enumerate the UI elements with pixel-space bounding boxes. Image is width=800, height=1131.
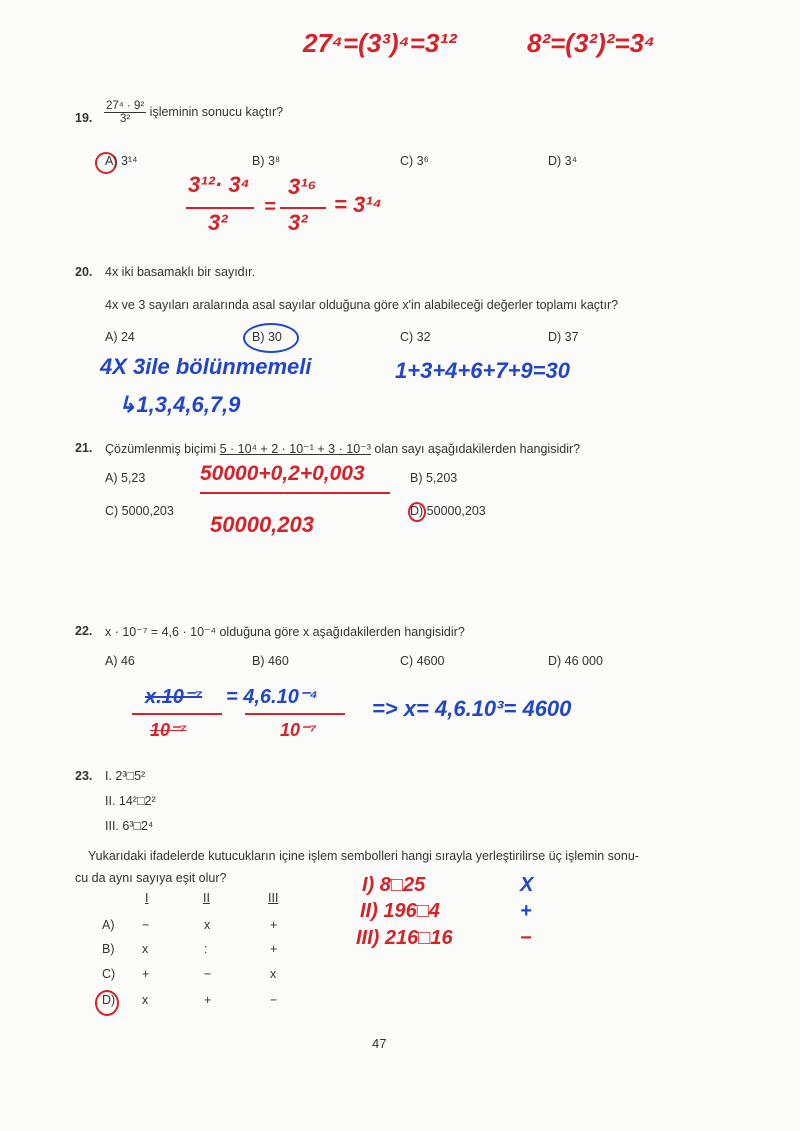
handwritten-eq: =: [264, 196, 276, 218]
handwritten-num-2: = 4,6.10⁻⁴: [226, 686, 318, 708]
handwritten-result: => x= 4,6.10³= 4600: [372, 696, 572, 721]
cell: x: [142, 993, 149, 1007]
handwritten-den-2: 3²: [288, 210, 308, 235]
statement-1: I. 2³□5²: [105, 769, 146, 783]
option-b[interactable]: B) 30: [252, 330, 282, 344]
question-text: işleminin sonucu kaçtır?: [149, 104, 284, 119]
question-number: 19.: [75, 111, 93, 125]
option-b[interactable]: B) 3⁸: [252, 154, 281, 168]
cell: −: [204, 967, 212, 981]
cell: +: [142, 967, 150, 981]
question-number: 21.: [75, 441, 93, 455]
question-text: Yukarıdaki ifadelerde kutucukların içine işlem sembolleri hangi sırayla yerleştirilirse üç işlemin sonu-: [88, 849, 639, 863]
handwritten-expr-1: I) 8□25: [362, 874, 426, 896]
page-number: 47: [372, 1036, 387, 1051]
option-a[interactable]: A) 24: [105, 330, 135, 344]
handwritten-symbol-1: X: [520, 874, 534, 896]
question-19-stem: [104, 100, 283, 125]
handwritten-symbol-3: −: [520, 927, 532, 949]
option-c[interactable]: C) 4600: [400, 654, 445, 668]
denominator: 3²: [119, 113, 131, 125]
handwritten-den-1: 10⁻⁷: [150, 720, 187, 740]
question-text: 4x ve 3 sayıları aralarında asal sayılar olduğuna göre x'in alabileceği değerler toplamı kaçtır?: [105, 298, 619, 312]
annotation-8-power: 8²=(3²)²=3⁴: [527, 28, 656, 58]
option-row-d[interactable]: [102, 993, 278, 1007]
question-text: x · 10⁻⁷ = 4,6 · 10⁻⁴ olduğuna göre x aşağıdakilerden hangisidir?: [105, 625, 465, 639]
column-header-2: II: [203, 891, 210, 905]
cell: −: [270, 993, 278, 1007]
cell: x: [204, 918, 211, 932]
handwritten-note: ↳1,3,4,6,7,9: [118, 392, 241, 417]
handwritten-symbol-2: +: [520, 900, 532, 922]
question-text: cu da aynı sayıya eşit olur?: [75, 871, 227, 885]
handwritten-result: 50000,203: [210, 512, 314, 537]
cell: :: [204, 942, 208, 956]
question-text-after: olan sayı aşağıdakilerden hangisidir?: [374, 442, 581, 456]
handwritten-num-2: 3¹⁶: [288, 174, 317, 199]
cell: +: [270, 918, 278, 932]
option-label: C): [102, 967, 116, 981]
question-number: 22.: [75, 624, 93, 638]
option-b[interactable]: B) 5,203: [410, 471, 458, 485]
statement-2: II. 14²□2²: [105, 794, 156, 808]
option-c[interactable]: C) 5000,203: [105, 504, 174, 518]
handwritten-den-2: 10⁻⁷: [280, 720, 317, 740]
handwritten-sum: 1+3+4+6+7+9=30: [395, 358, 570, 383]
handwritten-num-1: 3¹²· 3⁴: [188, 172, 250, 197]
handwritten-result: = 3¹⁴: [334, 192, 382, 217]
numerator: 27⁴ · 9²: [106, 100, 145, 112]
question-text: 4x iki basamaklı bir sayıdır.: [105, 265, 256, 279]
expanded-form: 5 · 10⁴ + 2 · 10⁻¹ + 3 · 10⁻³: [219, 442, 371, 456]
option-row-c[interactable]: [102, 967, 277, 981]
option-label: D): [102, 993, 116, 1007]
option-row-b[interactable]: [102, 942, 278, 956]
cell: x: [142, 942, 149, 956]
option-d[interactable]: D) 3⁴: [548, 154, 577, 168]
handwritten-note: 4X 3ile bölünmemeli: [100, 354, 312, 379]
fraction: [104, 100, 146, 125]
option-row-a[interactable]: [102, 918, 278, 932]
option-a[interactable]: A) 3¹⁴: [105, 154, 138, 168]
question-number: 23.: [75, 769, 93, 783]
column-header-1: I: [145, 891, 149, 905]
statement-3: III. 6³□2⁴: [105, 819, 154, 833]
option-label: A): [102, 918, 115, 932]
option-c[interactable]: C) 3⁶: [400, 154, 429, 168]
option-d[interactable]: D) 46 000: [548, 654, 603, 668]
question-text-before: Çözümlenmiş biçimi: [105, 442, 217, 456]
option-d[interactable]: D) 50000,203: [410, 504, 486, 518]
question-text: [105, 441, 580, 456]
cell: +: [204, 993, 212, 1007]
option-label: B): [102, 942, 115, 956]
handwritten-den-1: 3²: [208, 210, 228, 235]
cell: −: [142, 918, 150, 932]
option-c[interactable]: C) 32: [400, 330, 431, 344]
annotation-27-power: 27⁴=(3³)⁴=3¹²: [303, 28, 457, 58]
option-a[interactable]: A) 5,23: [105, 471, 146, 485]
handwritten-expr-2: II) 196□4: [360, 900, 440, 922]
question-number: 20.: [75, 265, 93, 279]
option-d[interactable]: D) 37: [548, 330, 579, 344]
handwritten-sum: 50000+0,2+0,003: [200, 462, 365, 485]
handwritten-expr-3: III) 216□16: [356, 927, 453, 949]
column-header-3: III: [268, 891, 279, 905]
handwritten-num-1: x.10⁻⁷: [145, 686, 203, 708]
option-b[interactable]: B) 460: [252, 654, 289, 668]
cell: +: [270, 942, 278, 956]
cell: x: [270, 967, 277, 981]
option-a[interactable]: A) 46: [105, 654, 135, 668]
